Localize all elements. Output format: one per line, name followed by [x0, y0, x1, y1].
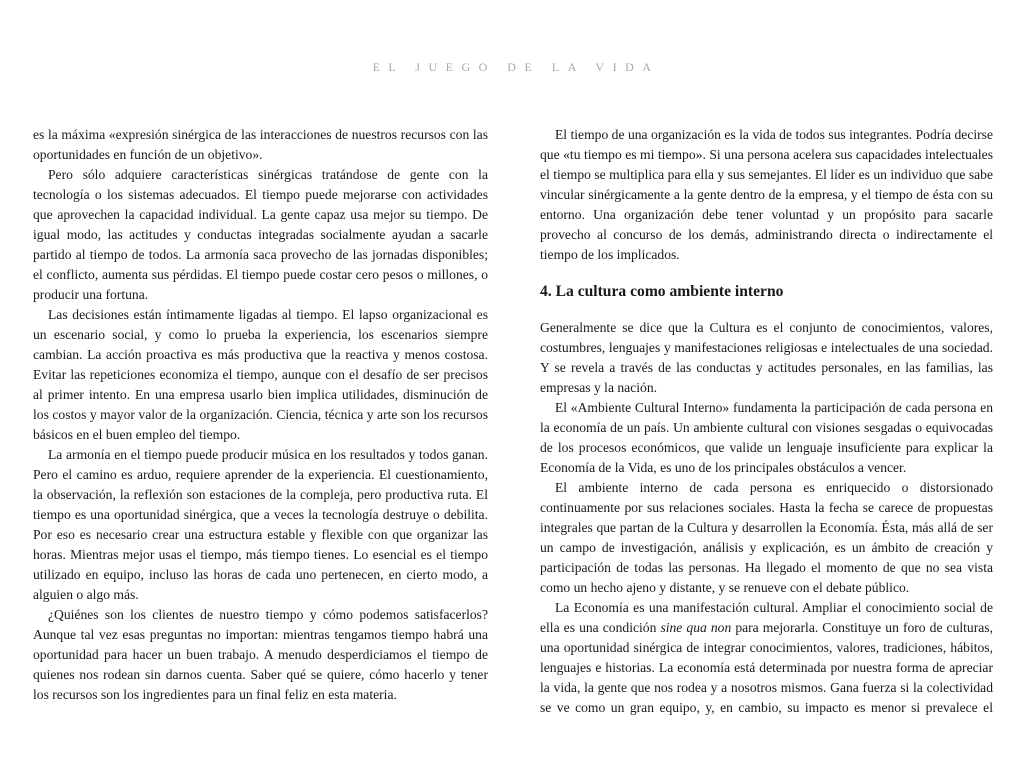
text-run: La Economía es una manifestación cultural. Ampliar el conocimiento social de ella es una condición: [540, 600, 993, 635]
paragraph: Pero sólo adquiere características sinérgicas tratándose de gente con la tecnología o los sistemas adecuados. El tiempo puede mejorarse con actividades que aprovechen la capacidad individual. La gente capaz usa mejor su tiempo. De igual modo, las actitudes y conductas integradas socialmente ayudan a sacarle partido al tiempo de todos. La armonía saca provecho de las jornadas disponibles; el conflicto, aumenta sus pérdidas. El tiempo puede costar cero pesos o millones, o producir una fortuna.: [33, 167, 488, 302]
left-column: [33, 125, 488, 705]
paragraph: El tiempo de una organización es la vida de todos sus integrantes. Podría decirse que «tu tiempo es mi tiempo». Si una persona acelera sus capacidades intelectuales el tiempo se multiplica para ella y sus semejantes. El líder es un individuo que sabe vincular sinérgicamente a la gente dentro de la empresa, y el tiempo de ésta con su entorno. Una organización debe tener voluntad y un propósito para sacarle provecho al concurso de los demás, administrando directa o indirectamente el tiempo de los implicados.: [540, 127, 994, 262]
paragraph: La armonía en el tiempo puede producir música en los resultados y todos ganan. Pero el camino es arduo, requiere aprender de la experiencia. El cuestionamiento, la observación, la reflexión son estaciones de la compleja, pero productiva ruta. El tiempo es una oportunidad sinérgica, que a veces la tecnología destruye o debilita. Por eso es necesario crear una estructura estable y flexible con que organizar las horas. Mientras mejor usas el tiempo, más tiempo tienes. Lo esencial es el tiempo utilizado en equipo, incluso las horas de cada uno pertenecen, en cierto modo, a alguien o algo más.: [33, 447, 488, 602]
text-run: para mejorarla. Constituye un foro de culturas, una oportunidad sinérgica de integrar conocimientos, valores, tradiciones, hábitos, lenguajes e historias. La economía está determinada por nuestra forma de apreciar la vida, la gente que nos rodea y a nosotros mismos. Gana fuerza si la colectividad se ve como un gran equipo, y, en cambio, su impacto es menor si prevalece el: [540, 620, 993, 715]
paragraph: ¿Quiénes son los clientes de nuestro tiempo y cómo podemos satisfacerlos? Aunque tal vez esas preguntas no importan: mientras tengamos tiempo habrá una oportunidad para hacer un buen trabajo. A menudo desperdiciamos el tiempo de quienes nos rodean sin darnos cuenta. Saber qué se quiere, cómo hacerlo y tener los recursos son los ingredientes para un final feliz en esta materia.: [33, 607, 488, 702]
paragraph: El ambiente interno de cada persona es enriquecido o distorsionado continuamente por sus relaciones sociales. Hasta la fecha se carece de propuestas integrales que partan de la Cultura y desarrollen la Economía. Ésta, más allá de ser un campo de investigación, análisis y explicación, es un ámbito de creación y participación de todas las personas. Ha llegado el momento de que no sea vista como un hecho ajeno y distante, y se renueve con el debate público.: [540, 480, 993, 595]
running-head: EL JUEGO DE LA VIDA: [372, 60, 660, 74]
paragraph: El «Ambiente Cultural Interno» fundamenta la participación de cada persona en la economía de un país. Un ambiente cultural con visiones sesgadas o equivocadas de los procesos económicos, que valide un lenguaje insuficiente para explicar la Economía de la Vida, es uno de los principales obstáculos a vencer.: [540, 400, 993, 475]
paragraph: es la máxima «expresión sinérgica de las interacciones de nuestros recursos con las oportunidades en función de un objetivo».: [33, 127, 488, 162]
paragraph: Las decisiones están íntimamente ligadas al tiempo. El lapso organizacional es un escenario social, y como lo prueba la experiencia, los escenarios siempre cambian. La acción proactiva es más productiva que la reactiva y menos costosa. Evitar las repeticiones economiza el tiempo, aunque con el desafío de ser precisos al primer intento. En una empresa usarlo bien implica utilidades, disminución de los costos y mayor valor de la organización. Ciencia, técnica y arte son los recursos básicos en el buen empleo del tiempo.: [33, 307, 488, 442]
right-column: [540, 125, 993, 718]
paragraph-continued: [540, 598, 993, 718]
paragraph: Generalmente se dice que la Cultura es el conjunto de conocimientos, valores, costumbres, lenguajes y manifestaciones religiosas e intelectuales de una sociedad. Y se revela a través de las conductas y actitudes personales, en las familias, las empresas y la nación.: [540, 320, 993, 395]
section-heading: 4. La cultura como ambiente interno: [540, 283, 784, 300]
italic-phrase: sine qua non: [660, 620, 732, 635]
